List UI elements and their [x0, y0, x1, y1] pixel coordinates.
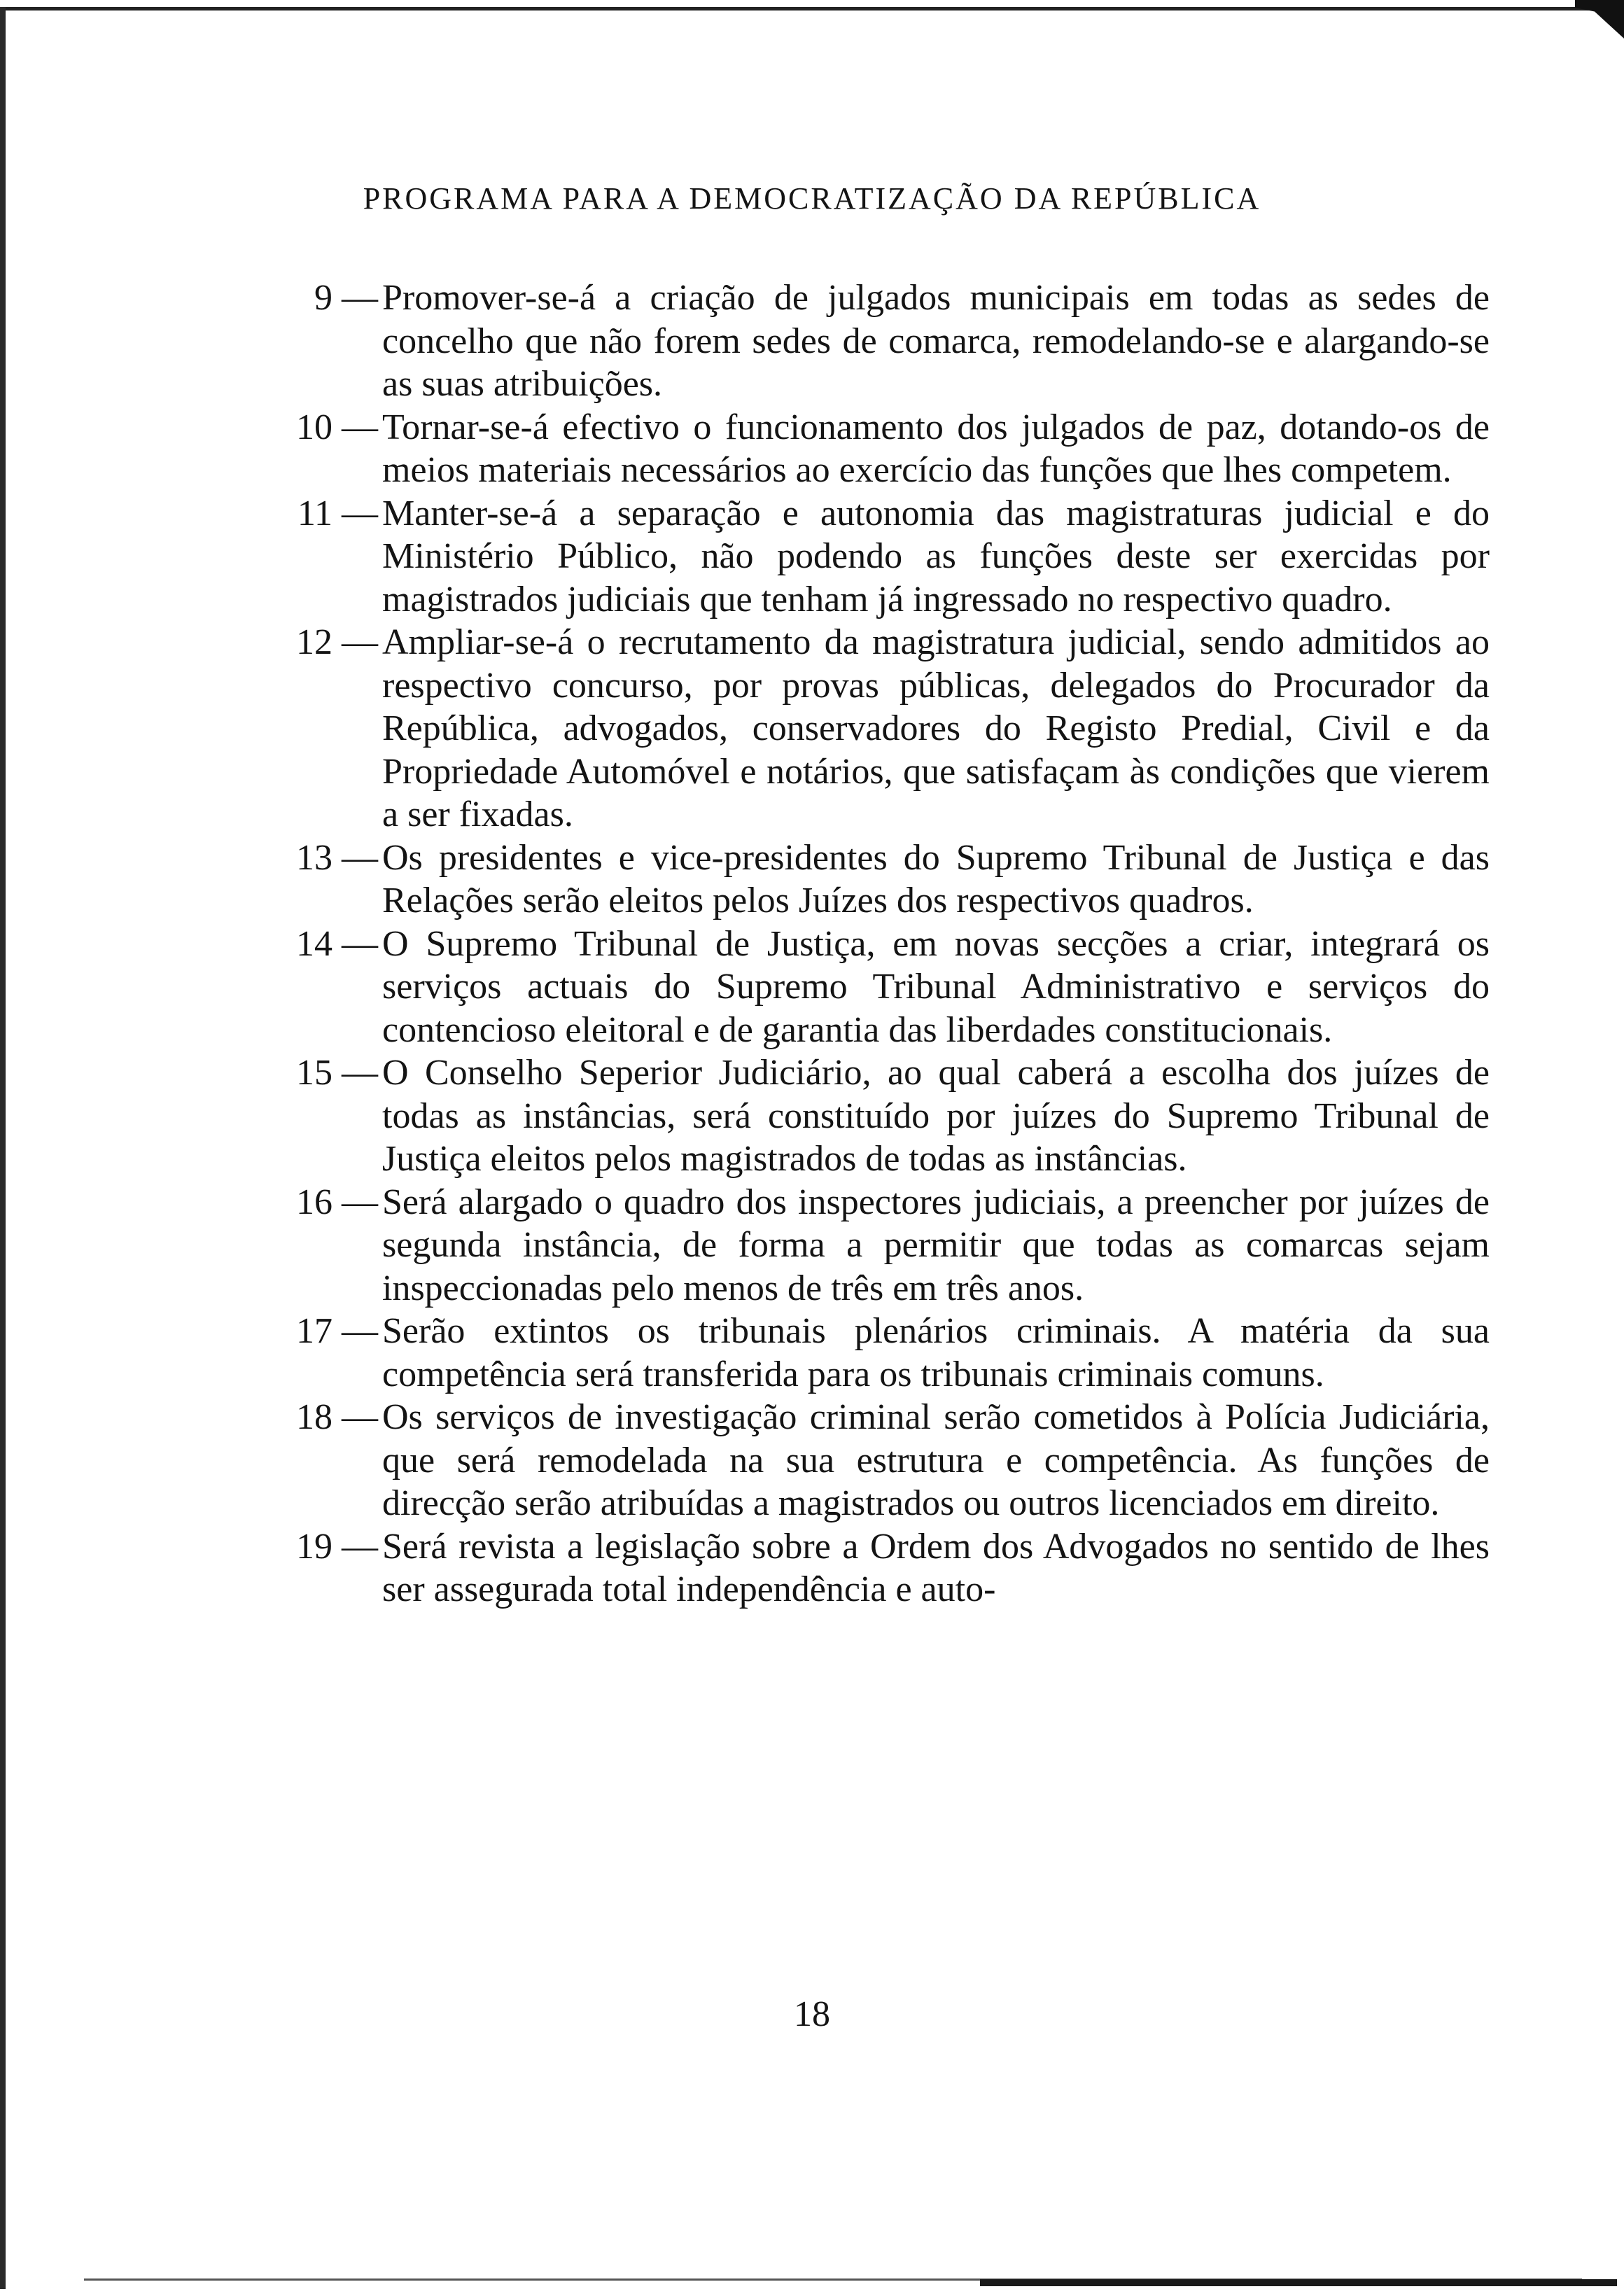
list-item [265, 1051, 1490, 1181]
scan-corner-mark [1575, 0, 1624, 38]
item-text: Promover-se-á a criação de julgados municipais em todas as sedes de concelho que não forem sedes de comarca, remodelando-se e alargando-se as suas atribuições. [382, 278, 1490, 404]
list-item [265, 276, 1490, 406]
scan-border-bottom-right [980, 2279, 1617, 2286]
item-text: Será alargado o quadro dos inspectores judiciais, a preencher por juízes de segunda instância, de forma a permitir que todas as comarcas sejam inspeccionadas pelo menos de três em três anos. [382, 1182, 1490, 1308]
item-text: O Conselho Seperior Judiciário, ao qual caberá a escolha dos juízes de todas as instâncias, será constituído por juízes do Supremo Tribunal de Justiça eleitos pelos magistrados de todas as instâncias. [382, 1053, 1490, 1179]
item-dash: — [342, 1526, 377, 1567]
scan-border-left [0, 7, 6, 2289]
list-item [265, 1525, 1490, 1611]
list-item [265, 1396, 1490, 1525]
item-dash: — [342, 1053, 377, 1093]
scan-border-top [0, 7, 1603, 10]
item-number: 18 [296, 1397, 332, 1437]
item-dash: — [342, 407, 377, 447]
item-number: 11 [297, 493, 332, 533]
item-dash: — [342, 622, 377, 662]
item-number: 17 [296, 1311, 332, 1351]
item-dash: — [342, 278, 377, 318]
item-number: 12 [296, 622, 332, 662]
item-dash: — [342, 1397, 377, 1437]
item-number: 13 [296, 837, 332, 878]
item-text: Manter-se-á a separação e autonomia das magistraturas judicial e do Ministério Público, não podendo as funções deste ser exercidas por magistrados judiciais que tenham já ingressado no respectivo quadro. [382, 493, 1490, 620]
list-item [265, 621, 1490, 836]
item-number: 15 [296, 1053, 332, 1093]
item-number: 10 [296, 407, 332, 447]
item-dash: — [342, 837, 377, 878]
item-text: Os serviços de investigação criminal serão cometidos à Polícia Judiciária, que será remodelada na sua estrutura e competência. As funções de direcção serão atribuídas a magistrados ou outros licenciados em direito. [382, 1397, 1490, 1523]
item-number: 14 [296, 923, 332, 964]
item-text: Serão extintos os tribunais plenários criminais. A matéria da sua competência será transferida para os tribunais criminais comuns. [382, 1311, 1490, 1394]
item-number: 16 [296, 1182, 332, 1222]
item-text: Será revista a legislação sobre a Ordem dos Advogados no sentido de lhes ser assegurada total independência e auto- [382, 1526, 1490, 1609]
list-item [265, 923, 1490, 1052]
numbered-item-list [265, 276, 1490, 1611]
running-head: PROGRAMA PARA A DEMOCRATIZAÇÃO DA REPÚBLICA [363, 181, 1261, 216]
item-text: Os presidentes e vice-presidentes do Supremo Tribunal de Justiça e das Relações serão eleitos pelos Juízes dos respectivos quadros. [382, 837, 1490, 920]
item-text: Ampliar-se-á o recrutamento da magistratura judicial, sendo admitidos ao respectivo concurso, por provas públicas, delegados do Procurador da República, advogados, conservadores do Registo Predial, Civil e da Propriedade Automóvel e notários, que satisfaçam às condições que vierem a ser fixadas. [382, 622, 1490, 834]
list-item [265, 836, 1490, 923]
item-dash: — [342, 493, 377, 533]
list-item [265, 492, 1490, 622]
page-number: 18 [794, 1994, 830, 2034]
item-dash: — [342, 1311, 377, 1351]
list-item [265, 1181, 1490, 1310]
list-item [265, 1310, 1490, 1396]
item-number: 19 [296, 1526, 332, 1567]
item-dash: — [342, 923, 377, 964]
item-text: O Supremo Tribunal de Justiça, em novas secções a criar, integrará os serviços actuais do Supremo Tribunal Administrativo e serviços do contencioso eleitoral e de garantia das liberdades constitucionais. [382, 923, 1490, 1050]
item-dash: — [342, 1182, 377, 1222]
item-text: Tornar-se-á efectivo o funcionamento dos julgados de paz, dotando-os de meios materiais necessários ao exercício das funções que lhes competem. [382, 407, 1490, 490]
item-number: 9 [314, 278, 332, 318]
list-item [265, 406, 1490, 492]
